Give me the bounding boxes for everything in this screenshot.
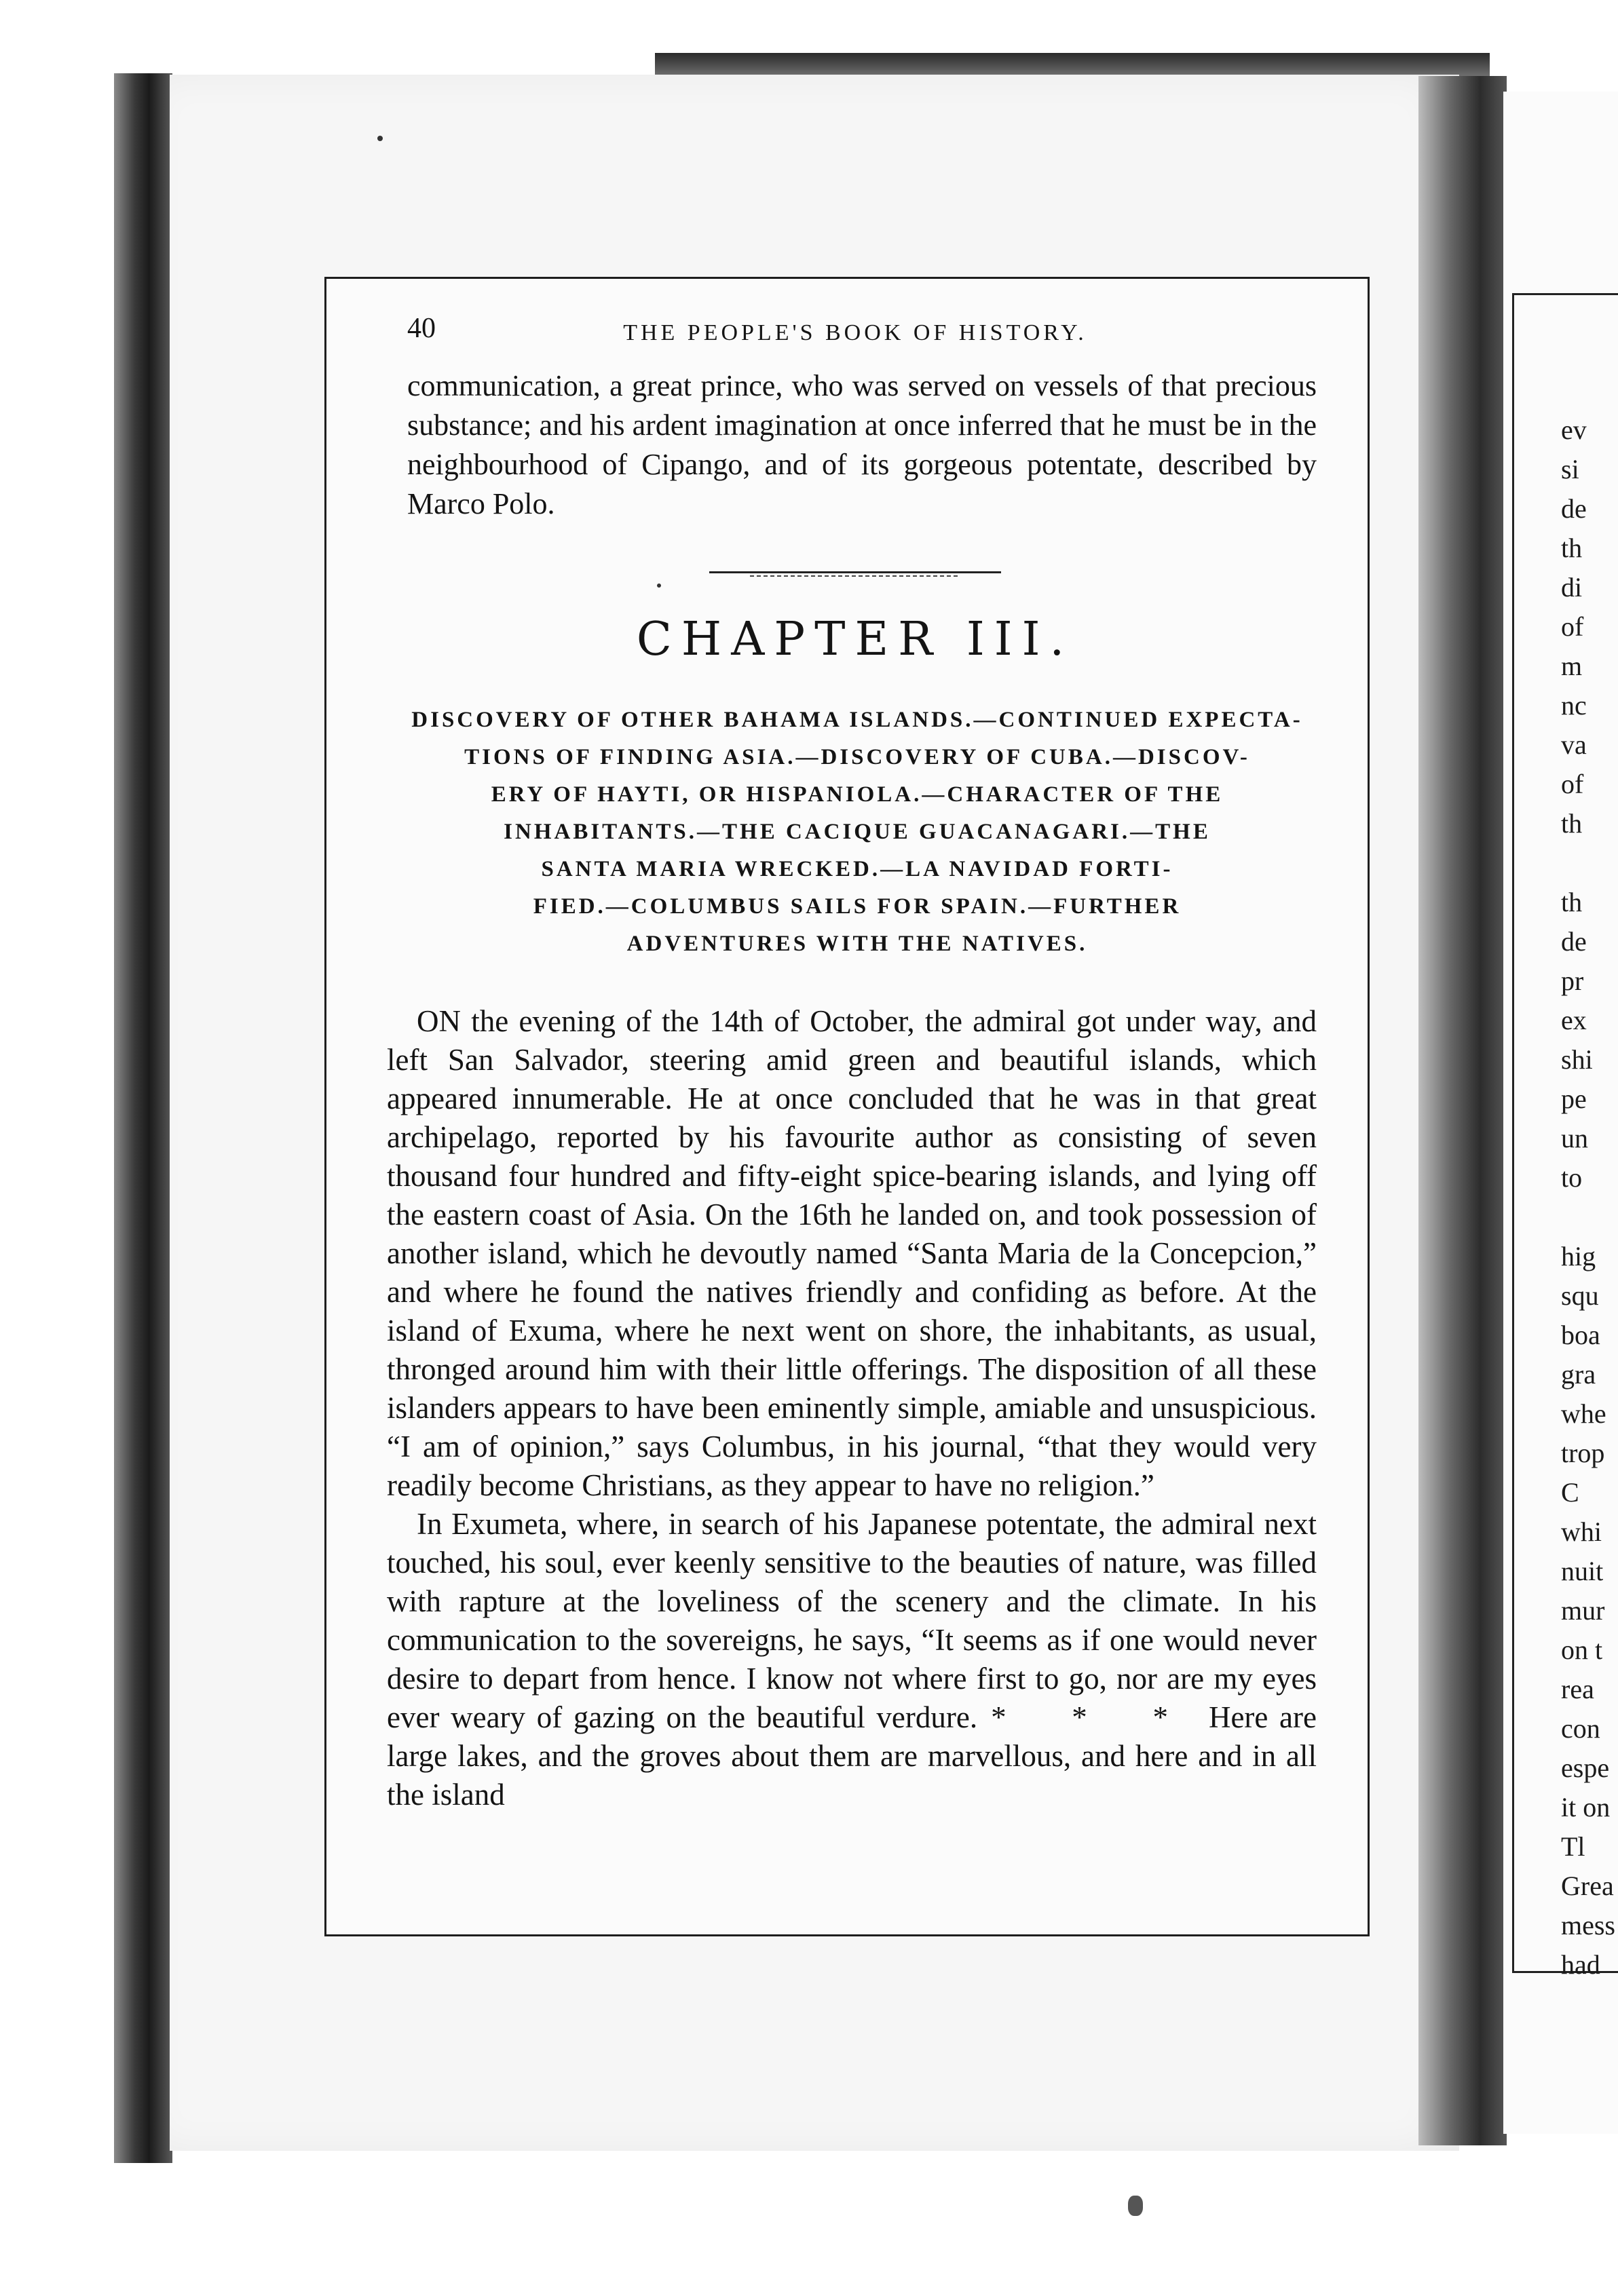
facing-page-line: nuit: [1561, 1556, 1604, 1586]
facing-page-line: pe: [1561, 1084, 1587, 1114]
summary-line: ERY OF HAYTI, OR HISPANIOLA.—CHARACTER OF THE: [491, 782, 1224, 807]
summary-line: SANTA MARIA WRECKED.—LA NAVIDAD FORTI-: [541, 857, 1173, 881]
facing-page-line: con: [1561, 1713, 1600, 1744]
facing-page-line: on t: [1561, 1634, 1603, 1665]
chapter-summary: [398, 702, 1317, 963]
summary-line: FIED.—COLUMBUS SAILS FOR SPAIN.—FURTHER: [533, 894, 1182, 919]
summary-line: DISCOVERY OF OTHER BAHAMA ISLANDS.—CONTINUED EXPECTA-: [411, 708, 1303, 732]
facing-page-line: C: [1561, 1477, 1579, 1508]
paragraph: ON the evening of the 14th of October, the admiral got under way, and left San Salvador, steering amid green and beautiful islands, which appeared innumerable. He at once concluded that he was in that great archipelago, reported by his favourite author as consisting of seven thousand four hundred and fifty-eight spice-bearing islands, and lying off the eastern coast of Asia. On the 16th he landed on, and took possession of another island, which he devoutly named “Santa Maria de la Concepcion,” and where he found the natives friendly and confiding as before. At the island of Exuma, where he next went on shore, the inhabitants, as usual, thronged around him with their little offerings. The disposition of all these islanders appears to have been eminently simple, amiable and unsuspicious. “I am of opinion,” says Columbus, in his journal, “that they would very readily become Christians, as they appear to have no religion.”: [387, 1004, 1317, 1502]
intro-paragraph: communication, a great prince, who was served on vessels of that precious substance; and his ardent imagination at once inferred that he must be in the neighbourhood of Cipango, and of its gorgeous potentate, described by Marco Polo.: [407, 369, 1317, 520]
facing-page-line: di: [1561, 572, 1583, 602]
facing-page-line: Tl: [1561, 1831, 1585, 1862]
section-divider: [709, 571, 1001, 573]
facing-page-line: had: [1561, 1949, 1600, 1980]
facing-page-line: ev: [1561, 415, 1587, 445]
facing-page-line: gra: [1561, 1359, 1596, 1390]
facing-page-line: to: [1561, 1162, 1583, 1193]
ellipsis-stars: * * *: [991, 1700, 1195, 1734]
facing-page-line: un: [1561, 1123, 1588, 1153]
facing-page-line: mess: [1561, 1910, 1615, 1940]
facing-page-line: rea: [1561, 1674, 1594, 1704]
page-header: [380, 299, 1330, 366]
facing-page-line: espe: [1561, 1753, 1610, 1783]
facing-page-line: de: [1561, 493, 1587, 524]
scan-speck: [377, 136, 383, 141]
summary-line: ADVENTURES WITH THE NATIVES.: [626, 932, 1088, 956]
facing-page-line: th: [1561, 887, 1583, 917]
facing-page-line: nc: [1561, 690, 1587, 721]
facing-page-line: of: [1561, 611, 1584, 642]
facing-page-line: Grea: [1561, 1871, 1614, 1901]
facing-page-line: [1561, 843, 1618, 883]
summary-line: INHABITANTS.—THE CACIQUE GUACANAGARI.—THE: [504, 820, 1211, 844]
facing-page-line: th: [1561, 533, 1583, 563]
facing-page-line: squ: [1561, 1280, 1599, 1311]
facing-page-line: hig: [1561, 1241, 1596, 1271]
page-content: [380, 299, 1330, 1814]
running-head: THE PEOPLE'S BOOK OF HISTORY.: [623, 320, 1087, 345]
facing-page-line: th: [1561, 808, 1583, 839]
paragraph-text: In Exumeta, where, in search of his Japanese potentate, the admiral next touched, his soul, ever keenly sensitive to the beauties of nature, was filled with rapture at the loveliness of the scenery and the climate. In his communication to the sovereigns, he says, “It seems as if one would never desire to depart from hence. I know not where first to go, nor are my eyes ever weary of gazing on the beautiful verdure.: [387, 1507, 1317, 1734]
paragraph: [387, 1505, 1317, 1814]
facing-page-line: si: [1561, 454, 1579, 484]
facing-page-line: whi: [1561, 1516, 1602, 1547]
facing-page-line: of: [1561, 769, 1584, 799]
scan-speck: [657, 583, 661, 588]
facing-page-text: [1561, 410, 1618, 1985]
book-binding: [114, 73, 172, 2163]
facing-page-line: va: [1561, 729, 1587, 760]
facing-page-line: it on: [1561, 1792, 1611, 1822]
chapter-body: [387, 1002, 1317, 1814]
facing-page-line: whe: [1561, 1398, 1606, 1429]
summary-line: TIONS OF FINDING ASIA.—DISCOVERY OF CUBA.—DISCOV-: [464, 745, 1250, 769]
facing-page-line: m: [1561, 651, 1583, 681]
facing-page-line: boa: [1561, 1320, 1600, 1350]
page-gutter-shadow: [1418, 76, 1507, 2145]
paragraph-tail: Here are large lakes, and the groves about them are marvellous, and here and in all the island: [387, 1700, 1317, 1812]
page-number: 40: [407, 313, 436, 344]
facing-page-line: trop: [1561, 1438, 1605, 1468]
scan-speck: [1128, 2196, 1143, 2216]
facing-page-line: mur: [1561, 1595, 1605, 1626]
facing-page-line: pr: [1561, 965, 1584, 996]
facing-page-line: shi: [1561, 1044, 1593, 1075]
chapter-title: CHAPTER III.: [636, 613, 1074, 666]
facing-page-line: [1561, 1198, 1618, 1237]
facing-page-line: ex: [1561, 1005, 1587, 1035]
facing-page-line: de: [1561, 926, 1587, 957]
